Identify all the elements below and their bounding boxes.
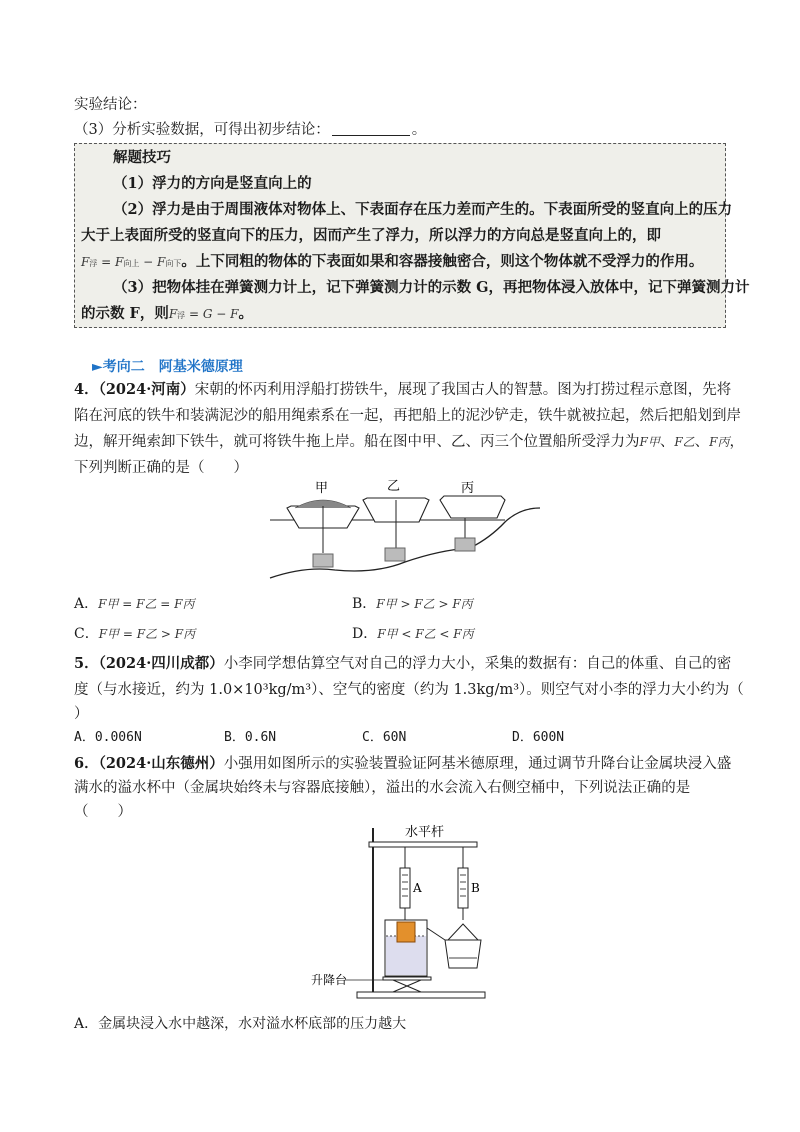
question-5-source: （2024·四川成都） bbox=[98, 655, 224, 672]
tips-point-3-line-2: 的示数 F，则F浮 = G − F。 bbox=[81, 305, 253, 322]
question-5-number: 5． bbox=[74, 655, 99, 672]
question-6-number: 6． bbox=[74, 755, 99, 772]
iron-ox-bing bbox=[455, 538, 475, 551]
q4-option-b[interactable]: B．F甲 > F乙 > F丙 bbox=[352, 596, 473, 612]
scale-a-label: A bbox=[413, 881, 422, 895]
q6-option-a[interactable]: A．金属块浸入水中越深，水对溢水杯底部的压力越大 bbox=[74, 1016, 407, 1032]
buoyancy-weighing-formula: F浮 = G − F bbox=[168, 307, 239, 321]
q5-option-d[interactable]: D．600N bbox=[512, 730, 565, 745]
question-4-line-3: 边，解开绳索卸下铁牛，就可将铁牛拖上岸。船在图中甲、乙、丙三个位置船所受浮力为F甲、F乙、F丙， bbox=[74, 434, 744, 450]
question-5-line-2: 度（与水接近，约为 1.0×10³kg/m³）、空气的密度（约为 1.3kg/m³）。则空气对小李的浮力大小约为（ bbox=[74, 682, 744, 698]
question-6-line-1: 6．（2024·山东德州）小强用如图所示的实验装置验证阿基米德原理，通过调节升降台让金属块浸入盛 bbox=[74, 755, 732, 772]
tips-title: 解题技巧 bbox=[113, 149, 171, 166]
lifting-stage bbox=[383, 977, 431, 980]
experiment-conclusion-label: 实验结论： bbox=[74, 97, 147, 113]
tips-point-2-line-3: F浮 = F向上 − F向下。上下同粗的物体的下表面如果和容器接触密合，则这个物体就不受浮力的作用。 bbox=[81, 253, 704, 270]
horizontal-rod-label: 水平杆 bbox=[405, 825, 445, 840]
tips-point-2-line-1: （2）浮力是由于周围液体对物体上、下表面存在压力差而产生的。下表面所受的竖直向上的压力 bbox=[113, 201, 733, 218]
buoyancy-pressure-formula: F浮 = F向上 − F向下 bbox=[81, 255, 182, 269]
iron-ox-yi bbox=[385, 548, 405, 561]
spring-scale-b bbox=[458, 868, 468, 908]
problem-solving-tips-box bbox=[74, 143, 750, 328]
scale-b-label: B bbox=[471, 881, 480, 895]
question-4-source: （2024·河南） bbox=[98, 381, 195, 398]
answer-blank[interactable] bbox=[332, 121, 410, 136]
spring-scale-a bbox=[400, 868, 410, 908]
question-4-line-1: 4．（2024·河南）宋朝的怀丙利用浮船打捞铁牛，展现了我国古人的智慧。图为打捞过程示意图，先将 bbox=[74, 381, 732, 398]
empty-bucket bbox=[445, 940, 481, 968]
lifting-stage-label: 升降台 bbox=[311, 973, 348, 987]
question-4-line-4: 下列判断正确的是（ ） bbox=[74, 460, 248, 476]
question-4-line-2: 陷在河底的铁牛和装满泥沙的船用绳索系在一起，再把船上的泥沙铲走，铁牛就被拉起，然后把船划到岸 bbox=[74, 408, 741, 424]
label-bing: 丙 bbox=[461, 481, 475, 496]
question-6-line-3: （ ） bbox=[74, 804, 132, 820]
q5-option-b[interactable]: B．0.6N bbox=[224, 730, 277, 745]
question-6-source: （2024·山东德州） bbox=[98, 755, 224, 772]
q5-option-c[interactable]: C．60N bbox=[362, 730, 407, 745]
tips-point-3-line-1: （3）把物体挂在弹簧测力计上，记下弹簧测力计的示数 G，再把物体浸入放体中，记下弹簧测力计 bbox=[113, 279, 750, 296]
horizontal-rod bbox=[369, 842, 477, 847]
question-5-line-1: 5．（2024·四川成都）小李同学想估算空气对自己的浮力大小，采集的数据有：自己的体重、自己的密 bbox=[74, 655, 732, 672]
boat-bing bbox=[440, 496, 505, 518]
question-3-text bbox=[74, 120, 426, 140]
q4-option-c[interactable]: C．F甲 = F乙 > F丙 bbox=[74, 626, 196, 642]
question-3-prompt: （3）分析实验数据，可得出初步结论： bbox=[74, 122, 330, 138]
q4-option-d[interactable]: D．F甲 < F乙 < F丙 bbox=[352, 626, 474, 642]
q5-option-a[interactable]: A．0.006N bbox=[74, 730, 142, 745]
iron-ox-jia bbox=[313, 554, 333, 567]
question-6-line-2: 满水的溢水杯中（金属块始终未与容器底接触），溢出的水会流入右侧空桶中，下列说法正确的是 bbox=[74, 780, 691, 796]
tips-point-2-line-2: 大于上表面所受的竖直向下的压力，因而产生了浮力，所以浮力的方向总是竖直向上的，即 bbox=[81, 227, 661, 244]
label-jia: 甲 bbox=[315, 481, 329, 496]
q4-option-a[interactable]: A．F甲 = F乙 = F丙 bbox=[74, 596, 195, 612]
salvage-boat-diagram bbox=[265, 478, 545, 583]
question-3-end: 。 bbox=[411, 122, 427, 138]
question-5-line-3: ） bbox=[74, 706, 89, 722]
archimedes-apparatus-diagram bbox=[305, 820, 495, 1005]
tips-point-1: （1）浮力的方向是竖直向上的 bbox=[113, 175, 312, 192]
question-4-number: 4． bbox=[74, 381, 99, 398]
section-heading: ►考向二 阿基米德原理 bbox=[92, 359, 243, 375]
label-yi: 乙 bbox=[387, 479, 401, 494]
metal-block bbox=[397, 922, 415, 942]
